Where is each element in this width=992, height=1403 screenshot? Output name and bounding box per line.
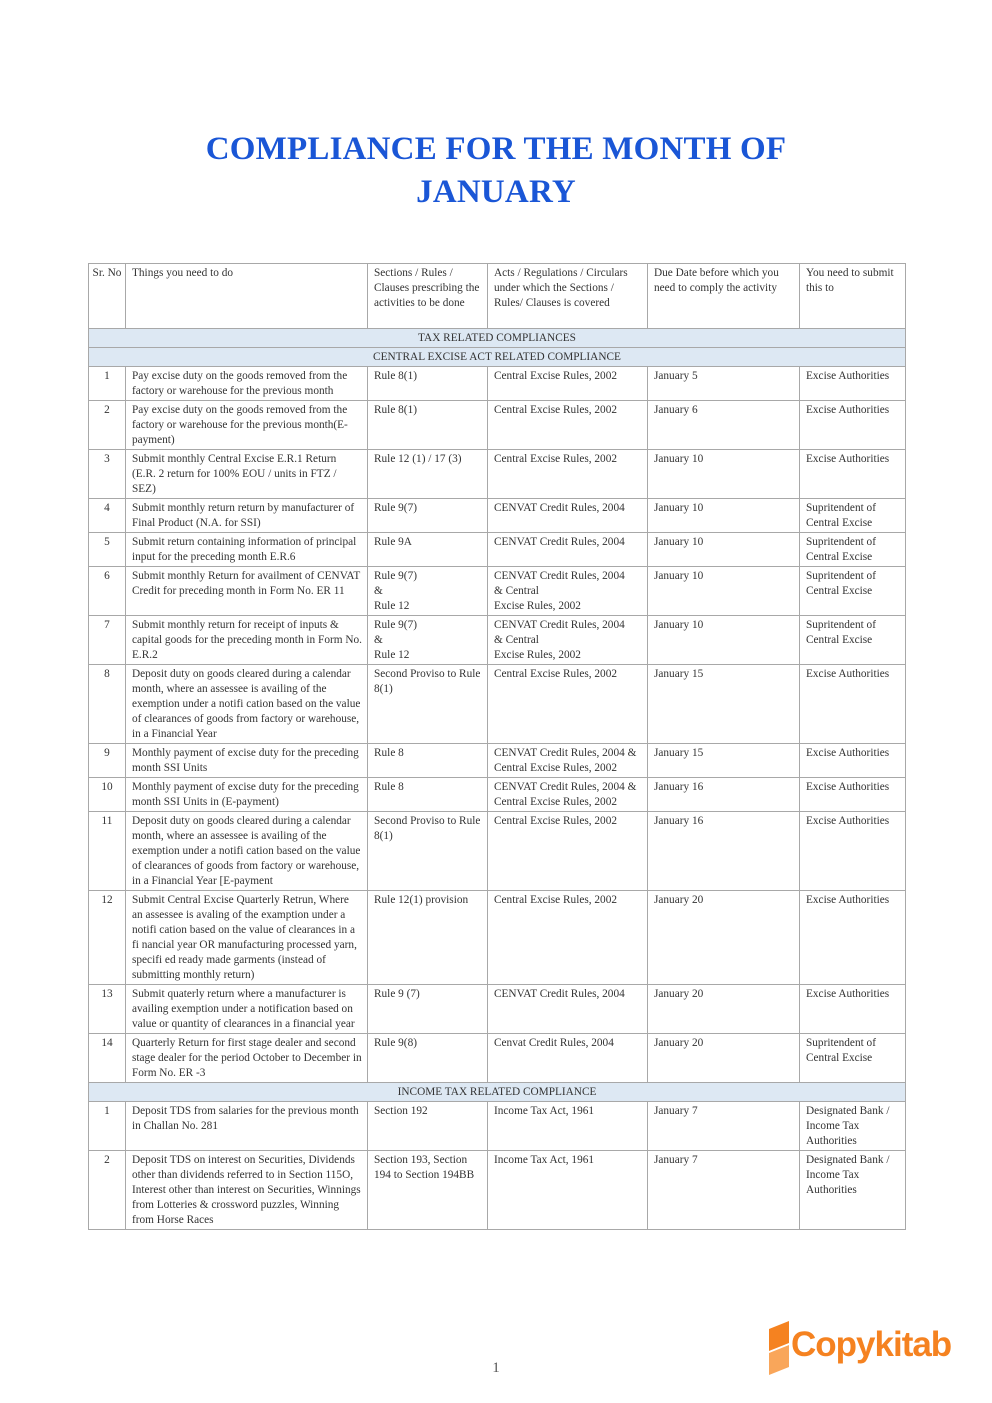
cell-act: CENVAT Credit Rules, 2004 & Central Excise Rules, 2002 [488, 744, 648, 778]
table-row [89, 401, 906, 450]
cell-section-rule: Rule 9(8) [368, 1034, 488, 1083]
page-number: 1 [492, 1360, 500, 1376]
cell-sr-no: 6 [89, 567, 126, 616]
cell-act: Income Tax Act, 1961 [488, 1102, 648, 1151]
table-row [89, 499, 906, 533]
cell-act: Central Excise Rules, 2002 [488, 891, 648, 985]
cell-submit-to: Supritendent of Central Excise [800, 616, 906, 665]
cell-act: Central Excise Rules, 2002 [488, 401, 648, 450]
cell-sr-no: 14 [89, 1034, 126, 1083]
compliance-table [88, 263, 906, 1230]
cell-submit-to: Excise Authorities [800, 778, 906, 812]
table-row [89, 891, 906, 985]
cell-things-to-do: Submit monthly Central Excise E.R.1 Return (E.R. 2 return for 100% EOU / units in FTZ / SEZ) [126, 450, 368, 499]
cell-due-date: January 16 [648, 812, 800, 891]
cell-due-date: January 20 [648, 985, 800, 1034]
cell-act: Income Tax Act, 1961 [488, 1151, 648, 1230]
cell-sr-no: 7 [89, 616, 126, 665]
cell-act: CENVAT Credit Rules, 2004 [488, 499, 648, 533]
cell-act: Central Excise Rules, 2002 [488, 367, 648, 401]
cell-act: Central Excise Rules, 2002 [488, 665, 648, 744]
table-row [89, 567, 906, 616]
cell-things-to-do: Submit monthly Return for availment of CENVAT Credit for preceding month in Form No. ER 11 [126, 567, 368, 616]
cell-sr-no: 2 [89, 1151, 126, 1230]
cell-section-rule: Rule 8 [368, 744, 488, 778]
logo-text: Copykitab [791, 1325, 952, 1364]
cell-sr-no: 2 [89, 401, 126, 450]
table-row [89, 367, 906, 401]
cell-section-rule: Rule 8 [368, 778, 488, 812]
cell-things-to-do: Submit return containing information of principal input for the preceding month E.R.6 [126, 533, 368, 567]
cell-submit-to: Supritendent of Central Excise [800, 533, 906, 567]
cell-section-rule: Section 193, Section 194 to Section 194BB [368, 1151, 488, 1230]
cell-due-date: January 7 [648, 1102, 800, 1151]
cell-due-date: January 7 [648, 1151, 800, 1230]
cell-things-to-do: Monthly payment of excise duty for the preceding month SSI Units [126, 744, 368, 778]
cell-due-date: January 16 [648, 778, 800, 812]
table-row [89, 533, 906, 567]
cell-section-rule: Rule 9(7) [368, 499, 488, 533]
cell-submit-to: Excise Authorities [800, 985, 906, 1034]
cell-due-date: January 5 [648, 367, 800, 401]
cell-section-rule: Second Proviso to Rule 8(1) [368, 812, 488, 891]
cell-things-to-do: Submit monthly return for receipt of inputs & capital goods for the preceding month in Form No. E.R.2 [126, 616, 368, 665]
header-sections-rules: Sections / Rules / Clauses prescribing the activities to be done [368, 264, 488, 329]
cell-things-to-do: Submit quaterly return where a manufacturer is availing exemption under a notification based on value or quantity of clearances in a financial year [126, 985, 368, 1034]
table-row [89, 1102, 906, 1151]
cell-sr-no: 3 [89, 450, 126, 499]
cell-sr-no: 9 [89, 744, 126, 778]
cell-act: Cenvat Credit Rules, 2004 [488, 1034, 648, 1083]
cell-submit-to: Excise Authorities [800, 891, 906, 985]
section-row-income [89, 1083, 906, 1102]
cell-section-rule: Rule 9A [368, 533, 488, 567]
cell-section-rule: Rule 12 (1) / 17 (3) [368, 450, 488, 499]
section-excise-label: CENTRAL EXCISE ACT RELATED COMPLIANCE [89, 348, 906, 367]
header-sr-no: Sr. No [89, 264, 126, 329]
cell-things-to-do: Deposit TDS on interest on Securities, Dividends other than dividends referred to in Section 115O, Interest other than interest on Securities, Winnings from Lotteries & crossword puzzles, Winning from Horse Races [126, 1151, 368, 1230]
cell-sr-no: 5 [89, 533, 126, 567]
cell-submit-to: Supritendent of Central Excise [800, 567, 906, 616]
cell-section-rule: Rule 9(7) & Rule 12 [368, 567, 488, 616]
cell-act: CENVAT Credit Rules, 2004 & Central Excise Rules, 2002 [488, 616, 648, 665]
cell-submit-to: Excise Authorities [800, 744, 906, 778]
cell-section-rule: Rule 8(1) [368, 367, 488, 401]
cell-submit-to: Excise Authorities [800, 401, 906, 450]
table-row [89, 665, 906, 744]
section-row-excise [89, 348, 906, 367]
cell-submit-to: Supritendent of Central Excise [800, 499, 906, 533]
cell-due-date: January 15 [648, 665, 800, 744]
cell-due-date: January 10 [648, 616, 800, 665]
cell-things-to-do: Monthly payment of excise duty for the preceding month SSI Units in (E-payment) [126, 778, 368, 812]
copykitab-logo [765, 1317, 955, 1379]
header-acts-regulations: Acts / Regulations / Circulars under which the Sections / Rules/ Clauses is covered [488, 264, 648, 329]
cell-due-date: January 20 [648, 891, 800, 985]
cell-sr-no: 8 [89, 665, 126, 744]
cell-sr-no: 11 [89, 812, 126, 891]
cell-things-to-do: Submit monthly return return by manufacturer of Final Product (N.A. for SSI) [126, 499, 368, 533]
cell-act: CENVAT Credit Rules, 2004 [488, 985, 648, 1034]
header-submit-to: You need to submit this to [800, 264, 906, 329]
cell-things-to-do: Submit Central Excise Quarterly Retrun, Where an assessee is avaling of the examption under a notifi cation based on the value of clearances in a fi nancial year OR manufacturing processed yarn, specifi ed ready made garments (instead of submitting monthly return) [126, 891, 368, 985]
cell-section-rule: Rule 8(1) [368, 401, 488, 450]
cell-due-date: January 6 [648, 401, 800, 450]
cell-act: Central Excise Rules, 2002 [488, 450, 648, 499]
cell-submit-to: Designated Bank / Income Tax Authorities [800, 1102, 906, 1151]
section-income-label: INCOME TAX RELATED COMPLIANCE [89, 1083, 906, 1102]
title-line-1: COMPLIANCE FOR THE MONTH OF [205, 131, 787, 167]
cell-section-rule: Second Proviso to Rule 8(1) [368, 665, 488, 744]
cell-things-to-do: Quarterly Return for first stage dealer and second stage dealer for the period October to December in Form No. ER -3 [126, 1034, 368, 1083]
cell-due-date: January 20 [648, 1034, 800, 1083]
cell-things-to-do: Pay excise duty on the goods removed from the factory or warehouse for the previous month(E-payment) [126, 401, 368, 450]
cell-section-rule: Rule 9(7) & Rule 12 [368, 616, 488, 665]
cell-submit-to: Excise Authorities [800, 450, 906, 499]
cell-sr-no: 1 [89, 1102, 126, 1151]
table-row [89, 985, 906, 1034]
cell-due-date: January 10 [648, 567, 800, 616]
cell-things-to-do: Deposit duty on goods cleared during a calendar month, where an assessee is availing of the exemption under a notifi cation based on the value of clearances of goods from factory or warehouse, in a Financial Year [E-payment [126, 812, 368, 891]
cell-things-to-do: Deposit TDS from salaries for the previous month in Challan No. 281 [126, 1102, 368, 1151]
table-row [89, 778, 906, 812]
table-row [89, 450, 906, 499]
cell-act: Central Excise Rules, 2002 [488, 812, 648, 891]
cell-due-date: January 15 [648, 744, 800, 778]
table-row [89, 1151, 906, 1230]
cell-things-to-do: Pay excise duty on the goods removed from the factory or warehouse for the previous month [126, 367, 368, 401]
cell-due-date: January 10 [648, 450, 800, 499]
page-title [0, 128, 992, 214]
cell-section-rule: Section 192 [368, 1102, 488, 1151]
cell-submit-to: Designated Bank / Income Tax Authorities [800, 1151, 906, 1230]
header-due-date: Due Date before which you need to comply the activity [648, 264, 800, 329]
cell-submit-to: Supritendent of Central Excise [800, 1034, 906, 1083]
cell-things-to-do: Deposit duty on goods cleared during a calendar month, where an assessee is availing of the exemption under a notifi cation based on the value of clearances of goods from factory or warehouse, in a Financial Year [126, 665, 368, 744]
cell-submit-to: Excise Authorities [800, 367, 906, 401]
cell-act: CENVAT Credit Rules, 2004 [488, 533, 648, 567]
cell-sr-no: 4 [89, 499, 126, 533]
cell-act: CENVAT Credit Rules, 2004 & Central Excise Rules, 2002 [488, 567, 648, 616]
table-header-row [89, 264, 906, 329]
cell-due-date: January 10 [648, 499, 800, 533]
cell-submit-to: Excise Authorities [800, 665, 906, 744]
table-row [89, 812, 906, 891]
table-row [89, 744, 906, 778]
cell-sr-no: 12 [89, 891, 126, 985]
cell-sr-no: 10 [89, 778, 126, 812]
cell-due-date: January 10 [648, 533, 800, 567]
header-things-to-do: Things you need to do [126, 264, 368, 329]
title-line-2: JANUARY [416, 174, 576, 210]
table-row [89, 616, 906, 665]
cell-submit-to: Excise Authorities [800, 812, 906, 891]
cell-section-rule: Rule 9 (7) [368, 985, 488, 1034]
cell-act: CENVAT Credit Rules, 2004 & Central Excise Rules, 2002 [488, 778, 648, 812]
cell-sr-no: 1 [89, 367, 126, 401]
section-tax-label: TAX RELATED COMPLIANCES [89, 329, 906, 348]
section-row-tax [89, 329, 906, 348]
cell-section-rule: Rule 12(1) provision [368, 891, 488, 985]
cell-sr-no: 13 [89, 985, 126, 1034]
table-row [89, 1034, 906, 1083]
